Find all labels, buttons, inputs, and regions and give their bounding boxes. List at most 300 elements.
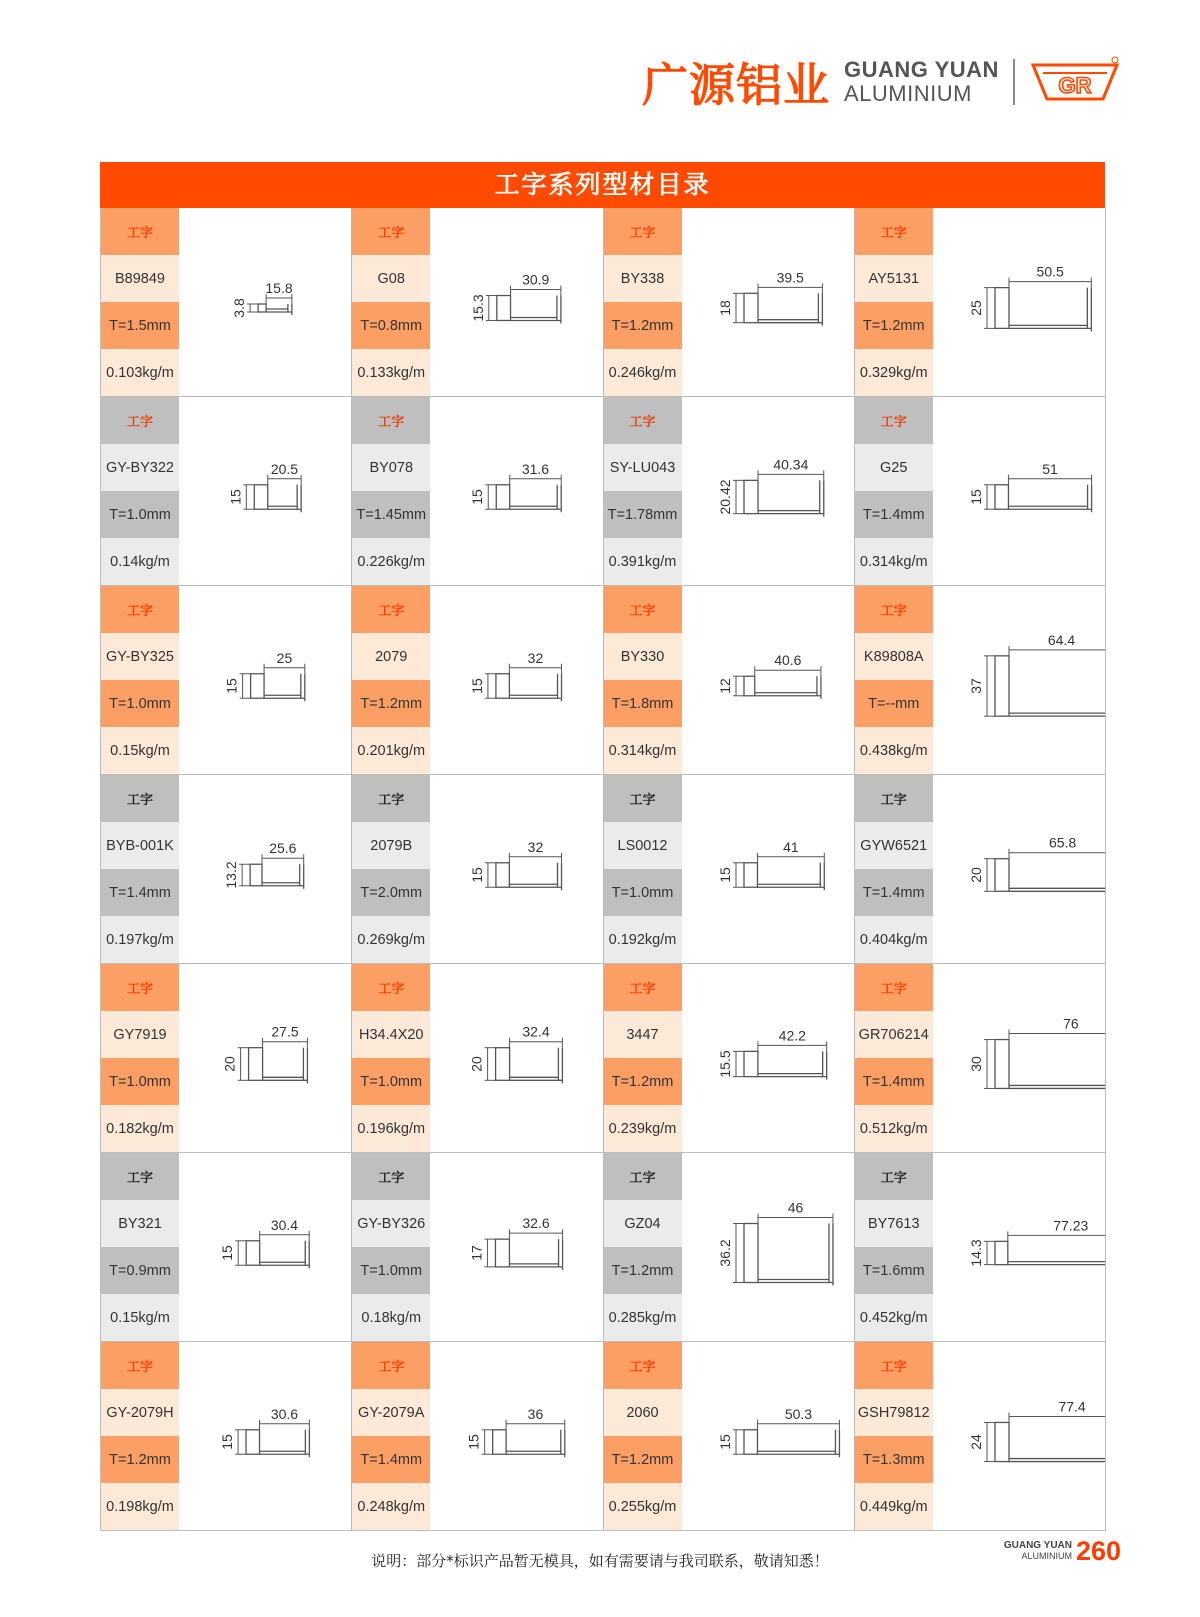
- profile-drawing: [682, 964, 854, 1152]
- profile-code: B89849: [101, 255, 179, 302]
- width-dimension-label: 20.5: [270, 460, 299, 477]
- profile-cross-section: [682, 1342, 854, 1529]
- profile-left-flange: [744, 1051, 758, 1076]
- height-dimension-label: 15: [967, 489, 984, 505]
- profile-cross-section: [430, 586, 602, 773]
- profile-info: [855, 586, 933, 774]
- profile-code: BY7613: [855, 1200, 933, 1247]
- profile-drawing: [933, 208, 1105, 396]
- profile-left-flange: [744, 676, 755, 696]
- profile-drawing: [179, 586, 351, 774]
- brand-name-cn: 广源铝业: [642, 58, 830, 112]
- profile-weight: 0.103kg/m: [101, 349, 179, 396]
- width-dimension-label: 32: [527, 838, 544, 855]
- width-dimension-label: 50.5: [1036, 263, 1064, 280]
- profile-cross-section: [682, 964, 854, 1151]
- profile-drawing: [430, 208, 602, 396]
- profile-info: [855, 208, 933, 396]
- height-dimension-label: 15: [469, 678, 486, 694]
- profile-drawing: [430, 1153, 602, 1341]
- profile-card: [855, 208, 1106, 397]
- profile-type: 工字: [604, 1342, 682, 1389]
- profile-cross-section: [933, 775, 1105, 962]
- profile-left-flange: [496, 1048, 510, 1081]
- profile-weight: 0.329kg/m: [855, 349, 933, 396]
- profile-thickness: T=1.4mm: [101, 869, 179, 916]
- profile-card: [352, 208, 603, 397]
- profile-weight: 0.192kg/m: [604, 916, 682, 963]
- footer-brand: [1000, 1540, 1072, 1562]
- profile-drawing: [430, 775, 602, 963]
- profile-code: GY-2079A: [352, 1389, 430, 1436]
- profile-thickness: T=1.78mm: [604, 491, 682, 538]
- profile-weight: 0.197kg/m: [101, 916, 179, 963]
- profile-type: 工字: [604, 208, 682, 255]
- profile-type: 工字: [855, 1153, 933, 1200]
- profile-cross-section: [682, 586, 854, 773]
- profile-info: [101, 964, 179, 1152]
- profile-cross-section: [933, 586, 1105, 773]
- profile-drawing: [933, 1153, 1105, 1341]
- profile-type: 工字: [352, 208, 430, 255]
- profile-cross-section: [179, 1342, 351, 1529]
- profile-card: [352, 1342, 603, 1531]
- profile-left-flange: [249, 1048, 263, 1081]
- profile-info: [352, 586, 430, 774]
- profile-grid: [100, 208, 1105, 1531]
- profile-info: [604, 775, 682, 963]
- profile-drawing: [682, 586, 854, 774]
- profile-type: 工字: [352, 586, 430, 633]
- profile-code: GR706214: [855, 1011, 933, 1058]
- profile-left-flange: [496, 863, 509, 887]
- profile-thickness: T=0.9mm: [101, 1247, 179, 1294]
- height-dimension-label: 15: [469, 867, 486, 883]
- profile-info: [352, 208, 430, 396]
- profile-drawing: [179, 1153, 351, 1341]
- footer-brand-line2: ALUMINIUM: [1021, 1551, 1072, 1561]
- profile-card: [101, 586, 352, 775]
- width-dimension-label: 50.3: [784, 1405, 812, 1422]
- profile-drawing: [430, 397, 602, 585]
- profile-card: [352, 586, 603, 775]
- profile-code: G25: [855, 444, 933, 491]
- profile-code: GY-BY326: [352, 1200, 430, 1247]
- profile-cross-section: [682, 397, 854, 584]
- width-dimension-label: 65.8: [1048, 834, 1077, 851]
- profile-thickness: T=1.0mm: [352, 1247, 430, 1294]
- profile-code: 2060: [604, 1389, 682, 1436]
- width-dimension-label: 27.5: [271, 1023, 299, 1040]
- profile-info: [352, 1153, 430, 1341]
- profile-left-flange: [246, 1241, 259, 1265]
- profile-info: [101, 397, 179, 585]
- profile-cross-section: [933, 964, 1105, 1151]
- profile-drawing: [179, 1342, 351, 1530]
- brand-separator: [1013, 59, 1015, 105]
- profile-type: 工字: [101, 1153, 179, 1200]
- profile-weight: 0.248kg/m: [352, 1483, 430, 1530]
- profile-type: 工字: [855, 208, 933, 255]
- profile-drawing: [933, 397, 1105, 585]
- profile-card: [604, 586, 855, 775]
- height-dimension-label: 15: [716, 867, 733, 883]
- width-dimension-label: 64.4: [1047, 631, 1075, 648]
- profile-cross-section: [933, 1153, 1105, 1340]
- profile-cross-section: [179, 1153, 351, 1340]
- profile-weight: 0.15kg/m: [101, 1294, 179, 1341]
- profile-left-flange: [496, 485, 509, 509]
- profile-weight: 0.404kg/m: [855, 916, 933, 963]
- profile-drawing: [430, 1342, 602, 1530]
- height-dimension-label: 14.3: [967, 1239, 984, 1267]
- profile-code: 3447: [604, 1011, 682, 1058]
- profile-left-flange: [744, 293, 758, 322]
- profile-thickness: T=1.5mm: [101, 302, 179, 349]
- width-dimension-label: 77.4: [1058, 1398, 1086, 1415]
- profile-drawing: [933, 586, 1105, 774]
- profile-code: LS0012: [604, 822, 682, 869]
- profile-info: [855, 1153, 933, 1341]
- profile-drawing: [682, 397, 854, 585]
- height-dimension-label: 12: [716, 678, 733, 694]
- profile-code: BY078: [352, 444, 430, 491]
- profile-left-flange: [995, 485, 1008, 509]
- logo-text: GR: [1058, 73, 1092, 98]
- profile-left-flange: [246, 1430, 259, 1454]
- height-dimension-label: 15: [219, 1245, 236, 1261]
- profile-drawing: [682, 208, 854, 396]
- profile-thickness: T=1.45mm: [352, 491, 430, 538]
- height-dimension-label: 20: [221, 1056, 238, 1072]
- profile-drawing: [682, 775, 854, 963]
- profile-left-flange: [995, 1040, 1009, 1089]
- profile-info: [352, 397, 430, 585]
- profile-left-flange: [744, 1430, 757, 1454]
- profile-weight: 0.269kg/m: [352, 916, 430, 963]
- profile-type: 工字: [352, 397, 430, 444]
- height-dimension-label: 13.2: [223, 861, 240, 889]
- profile-drawing: [933, 1342, 1105, 1530]
- profile-info: [604, 208, 682, 396]
- profile-cross-section: [682, 1153, 854, 1340]
- profile-drawing: [430, 586, 602, 774]
- profile-left-flange: [744, 480, 758, 513]
- profile-left-flange: [744, 1223, 758, 1282]
- height-dimension-label: 20.42: [716, 479, 733, 515]
- profile-cross-section: [430, 397, 602, 584]
- profile-code: 2079: [352, 633, 430, 680]
- profile-cross-section: [682, 775, 854, 962]
- profile-type: 工字: [101, 397, 179, 444]
- profile-card: [604, 775, 855, 964]
- profile-weight: 0.255kg/m: [604, 1483, 682, 1530]
- profile-weight: 0.452kg/m: [855, 1294, 933, 1341]
- profile-info: [101, 586, 179, 774]
- width-dimension-label: 40.34: [772, 456, 808, 473]
- width-dimension-label: 30.6: [270, 1405, 299, 1422]
- profile-card: [604, 1153, 855, 1342]
- profile-thickness: T=1.8mm: [604, 680, 682, 727]
- profile-weight: 0.391kg/m: [604, 538, 682, 585]
- profile-type: 工字: [855, 586, 933, 633]
- profile-thickness: T=1.0mm: [101, 680, 179, 727]
- height-dimension-label: 15.5: [716, 1050, 733, 1078]
- profile-code: 2079B: [352, 822, 430, 869]
- profile-drawing: [179, 397, 351, 585]
- width-dimension-label: 30.9: [522, 271, 550, 288]
- profile-cross-section: [179, 208, 351, 395]
- profile-weight: 0.246kg/m: [604, 349, 682, 396]
- profile-type: 工字: [604, 586, 682, 633]
- profile-thickness: T=1.0mm: [101, 491, 179, 538]
- profile-card: [855, 1342, 1106, 1531]
- profile-info: [101, 208, 179, 396]
- profile-cross-section: [179, 964, 351, 1151]
- profile-weight: 0.15kg/m: [101, 727, 179, 774]
- profile-info: [101, 775, 179, 963]
- profile-thickness: T=1.0mm: [352, 1058, 430, 1105]
- profile-cross-section: [933, 1342, 1105, 1529]
- profile-thickness: T=2.0mm: [352, 869, 430, 916]
- profile-cross-section: [933, 397, 1105, 584]
- profile-left-flange: [251, 674, 264, 698]
- profile-card: [604, 964, 855, 1153]
- catalog-table: [100, 162, 1105, 1531]
- profile-type: 工字: [352, 1153, 430, 1200]
- brand-name-en: [844, 58, 999, 106]
- profile-left-flange: [995, 288, 1009, 329]
- height-dimension-label: 3.8: [231, 298, 248, 318]
- profile-thickness: T=1.3mm: [855, 1436, 933, 1483]
- profile-thickness: T=1.2mm: [604, 302, 682, 349]
- profile-left-flange: [254, 485, 267, 509]
- profile-left-flange: [258, 304, 266, 312]
- profile-drawing: [430, 964, 602, 1152]
- brand-name-en-line1: GUANG YUAN: [844, 57, 999, 82]
- height-dimension-label: 15: [469, 489, 486, 505]
- profile-thickness: T=1.2mm: [604, 1058, 682, 1105]
- width-dimension-label: 32.6: [522, 1215, 550, 1232]
- profile-thickness: T=1.6mm: [855, 1247, 933, 1294]
- height-dimension-label: 15: [227, 489, 244, 505]
- profile-card: [604, 1342, 855, 1531]
- profile-left-flange: [995, 1241, 1008, 1264]
- profile-card: [855, 397, 1106, 586]
- height-dimension-label: 15: [223, 678, 240, 694]
- height-dimension-label: 20: [468, 1056, 485, 1072]
- height-dimension-label: 15: [219, 1434, 236, 1450]
- profile-cross-section: [933, 208, 1105, 395]
- profile-info: [101, 1153, 179, 1341]
- profile-card: [352, 397, 603, 586]
- profile-info: [352, 964, 430, 1152]
- profile-weight: 0.314kg/m: [604, 727, 682, 774]
- width-dimension-label: 51: [1041, 460, 1058, 477]
- profile-drawing: [933, 964, 1105, 1152]
- profile-card: [101, 964, 352, 1153]
- profile-thickness: T=0.8mm: [352, 302, 430, 349]
- profile-info: [352, 1342, 430, 1530]
- profile-card: [101, 1342, 352, 1531]
- profile-code: BY321: [101, 1200, 179, 1247]
- profile-thickness: T=1.0mm: [604, 869, 682, 916]
- profile-left-flange: [995, 1422, 1009, 1461]
- profile-left-flange: [995, 656, 1009, 716]
- profile-drawing: [179, 208, 351, 396]
- profile-weight: 0.438kg/m: [855, 727, 933, 774]
- profile-card: [604, 208, 855, 397]
- profile-type: 工字: [352, 775, 430, 822]
- profile-weight: 0.512kg/m: [855, 1105, 933, 1152]
- profile-card: [855, 1153, 1106, 1342]
- profile-type: 工字: [101, 208, 179, 255]
- catalog-title: 工字系列型材目录: [100, 162, 1105, 208]
- profile-card: [352, 1153, 603, 1342]
- profile-weight: 0.285kg/m: [604, 1294, 682, 1341]
- profile-thickness: T=1.0mm: [101, 1058, 179, 1105]
- profile-type: 工字: [101, 1342, 179, 1389]
- profile-card: [101, 775, 352, 964]
- profile-cross-section: [179, 775, 351, 962]
- width-dimension-label: 39.5: [776, 269, 804, 286]
- profile-thickness: T=1.4mm: [855, 491, 933, 538]
- profile-type: 工字: [604, 964, 682, 1011]
- profile-card: [855, 775, 1106, 964]
- profile-cross-section: [430, 964, 602, 1151]
- height-dimension-label: 18: [716, 300, 733, 316]
- footer-brand-line1: GUANG YUAN: [1003, 1540, 1072, 1551]
- profile-weight: 0.449kg/m: [855, 1483, 933, 1530]
- profile-left-flange: [496, 674, 509, 698]
- profile-info: [352, 775, 430, 963]
- profile-info: [604, 1342, 682, 1530]
- profile-thickness: T=1.2mm: [604, 1247, 682, 1294]
- width-dimension-label: 31.6: [522, 460, 550, 477]
- profile-drawing: [179, 964, 351, 1152]
- profile-weight: 0.196kg/m: [352, 1105, 430, 1152]
- profile-info: [604, 586, 682, 774]
- profile-code: GYW6521: [855, 822, 933, 869]
- width-dimension-label: 25.6: [269, 840, 297, 857]
- profile-cross-section: [430, 775, 602, 962]
- profile-code: AY5131: [855, 255, 933, 302]
- profile-left-flange: [250, 864, 262, 886]
- width-dimension-label: 36: [527, 1405, 544, 1422]
- profile-weight: 0.182kg/m: [101, 1105, 179, 1152]
- profile-code: H34.4X20: [352, 1011, 430, 1058]
- profile-info: [604, 397, 682, 585]
- profile-drawing: [682, 1342, 854, 1530]
- company-logo-icon: [1029, 55, 1121, 109]
- profile-card: [352, 775, 603, 964]
- height-dimension-label: 15.3: [470, 294, 487, 322]
- profile-left-flange: [744, 863, 757, 887]
- width-dimension-label: 25: [276, 649, 293, 666]
- profile-drawing: [682, 1153, 854, 1341]
- profile-weight: 0.14kg/m: [101, 538, 179, 585]
- width-dimension-label: 76: [1062, 1015, 1079, 1032]
- profile-type: 工字: [604, 1153, 682, 1200]
- profile-code: BYB-001K: [101, 822, 179, 869]
- profile-left-flange: [493, 1430, 506, 1454]
- brand-name-en-line2: ALUMINIUM: [844, 81, 972, 106]
- profile-cross-section: [179, 397, 351, 584]
- profile-code: BY330: [604, 633, 682, 680]
- width-dimension-label: 77.23: [1052, 1217, 1089, 1234]
- height-dimension-label: 15: [465, 1434, 482, 1450]
- profile-weight: 0.201kg/m: [352, 727, 430, 774]
- profile-card: [101, 1153, 352, 1342]
- profile-card: [855, 586, 1106, 775]
- width-dimension-label: 32: [527, 649, 544, 666]
- profile-cross-section: [682, 208, 854, 395]
- profile-thickness: T=1.2mm: [101, 1436, 179, 1483]
- profile-left-flange: [995, 859, 1009, 892]
- profile-card: [101, 397, 352, 586]
- height-dimension-label: 37: [967, 678, 984, 694]
- profile-type: 工字: [855, 1342, 933, 1389]
- height-dimension-label: 15: [716, 1434, 733, 1450]
- height-dimension-label: 20: [967, 867, 984, 883]
- profile-card: [855, 964, 1106, 1153]
- profile-type: 工字: [604, 397, 682, 444]
- profile-type: 工字: [101, 775, 179, 822]
- profile-code: GY7919: [101, 1011, 179, 1058]
- height-dimension-label: 24: [967, 1434, 984, 1450]
- width-dimension-label: 40.6: [773, 652, 801, 669]
- profile-code: K89808A: [855, 633, 933, 680]
- profile-cross-section: [430, 1342, 602, 1529]
- profile-code: GY-2079H: [101, 1389, 179, 1436]
- profile-type: 工字: [352, 964, 430, 1011]
- profile-code: GZ04: [604, 1200, 682, 1247]
- profile-code: BY338: [604, 255, 682, 302]
- profile-drawing: [933, 775, 1105, 963]
- profile-cross-section: [179, 586, 351, 773]
- width-dimension-label: 15.8: [265, 280, 293, 296]
- profile-weight: 0.133kg/m: [352, 349, 430, 396]
- profile-thickness: T=1.4mm: [352, 1436, 430, 1483]
- profile-info: [855, 775, 933, 963]
- profile-info: [604, 964, 682, 1152]
- profile-type: 工字: [101, 586, 179, 633]
- profile-thickness: T=1.4mm: [855, 869, 933, 916]
- height-dimension-label: 36.2: [716, 1239, 733, 1267]
- width-dimension-label: 32.4: [522, 1023, 550, 1040]
- height-dimension-label: 30: [967, 1056, 984, 1072]
- profile-info: [855, 964, 933, 1152]
- profile-type: 工字: [855, 397, 933, 444]
- profile-cross-section: [430, 208, 602, 395]
- height-dimension-label: 17: [468, 1245, 485, 1261]
- profile-type: 工字: [101, 964, 179, 1011]
- width-dimension-label: 42.2: [778, 1027, 806, 1044]
- profile-thickness: T=--mm: [855, 680, 933, 727]
- profile-weight: 0.198kg/m: [101, 1483, 179, 1530]
- profile-drawing: [179, 775, 351, 963]
- profile-card: [101, 208, 352, 397]
- profile-thickness: T=1.4mm: [855, 1058, 933, 1105]
- profile-weight: 0.314kg/m: [855, 538, 933, 585]
- width-dimension-label: 46: [787, 1199, 803, 1216]
- footer-note: 说明：部分*标识产品暂无模具，如有需要请与我司联系，敬请知悉！: [371, 1552, 829, 1570]
- width-dimension-label: 30.4: [270, 1216, 299, 1233]
- profile-type: 工字: [604, 775, 682, 822]
- profile-code: G08: [352, 255, 430, 302]
- profile-info: [604, 1153, 682, 1341]
- width-dimension-label: 41: [782, 838, 799, 855]
